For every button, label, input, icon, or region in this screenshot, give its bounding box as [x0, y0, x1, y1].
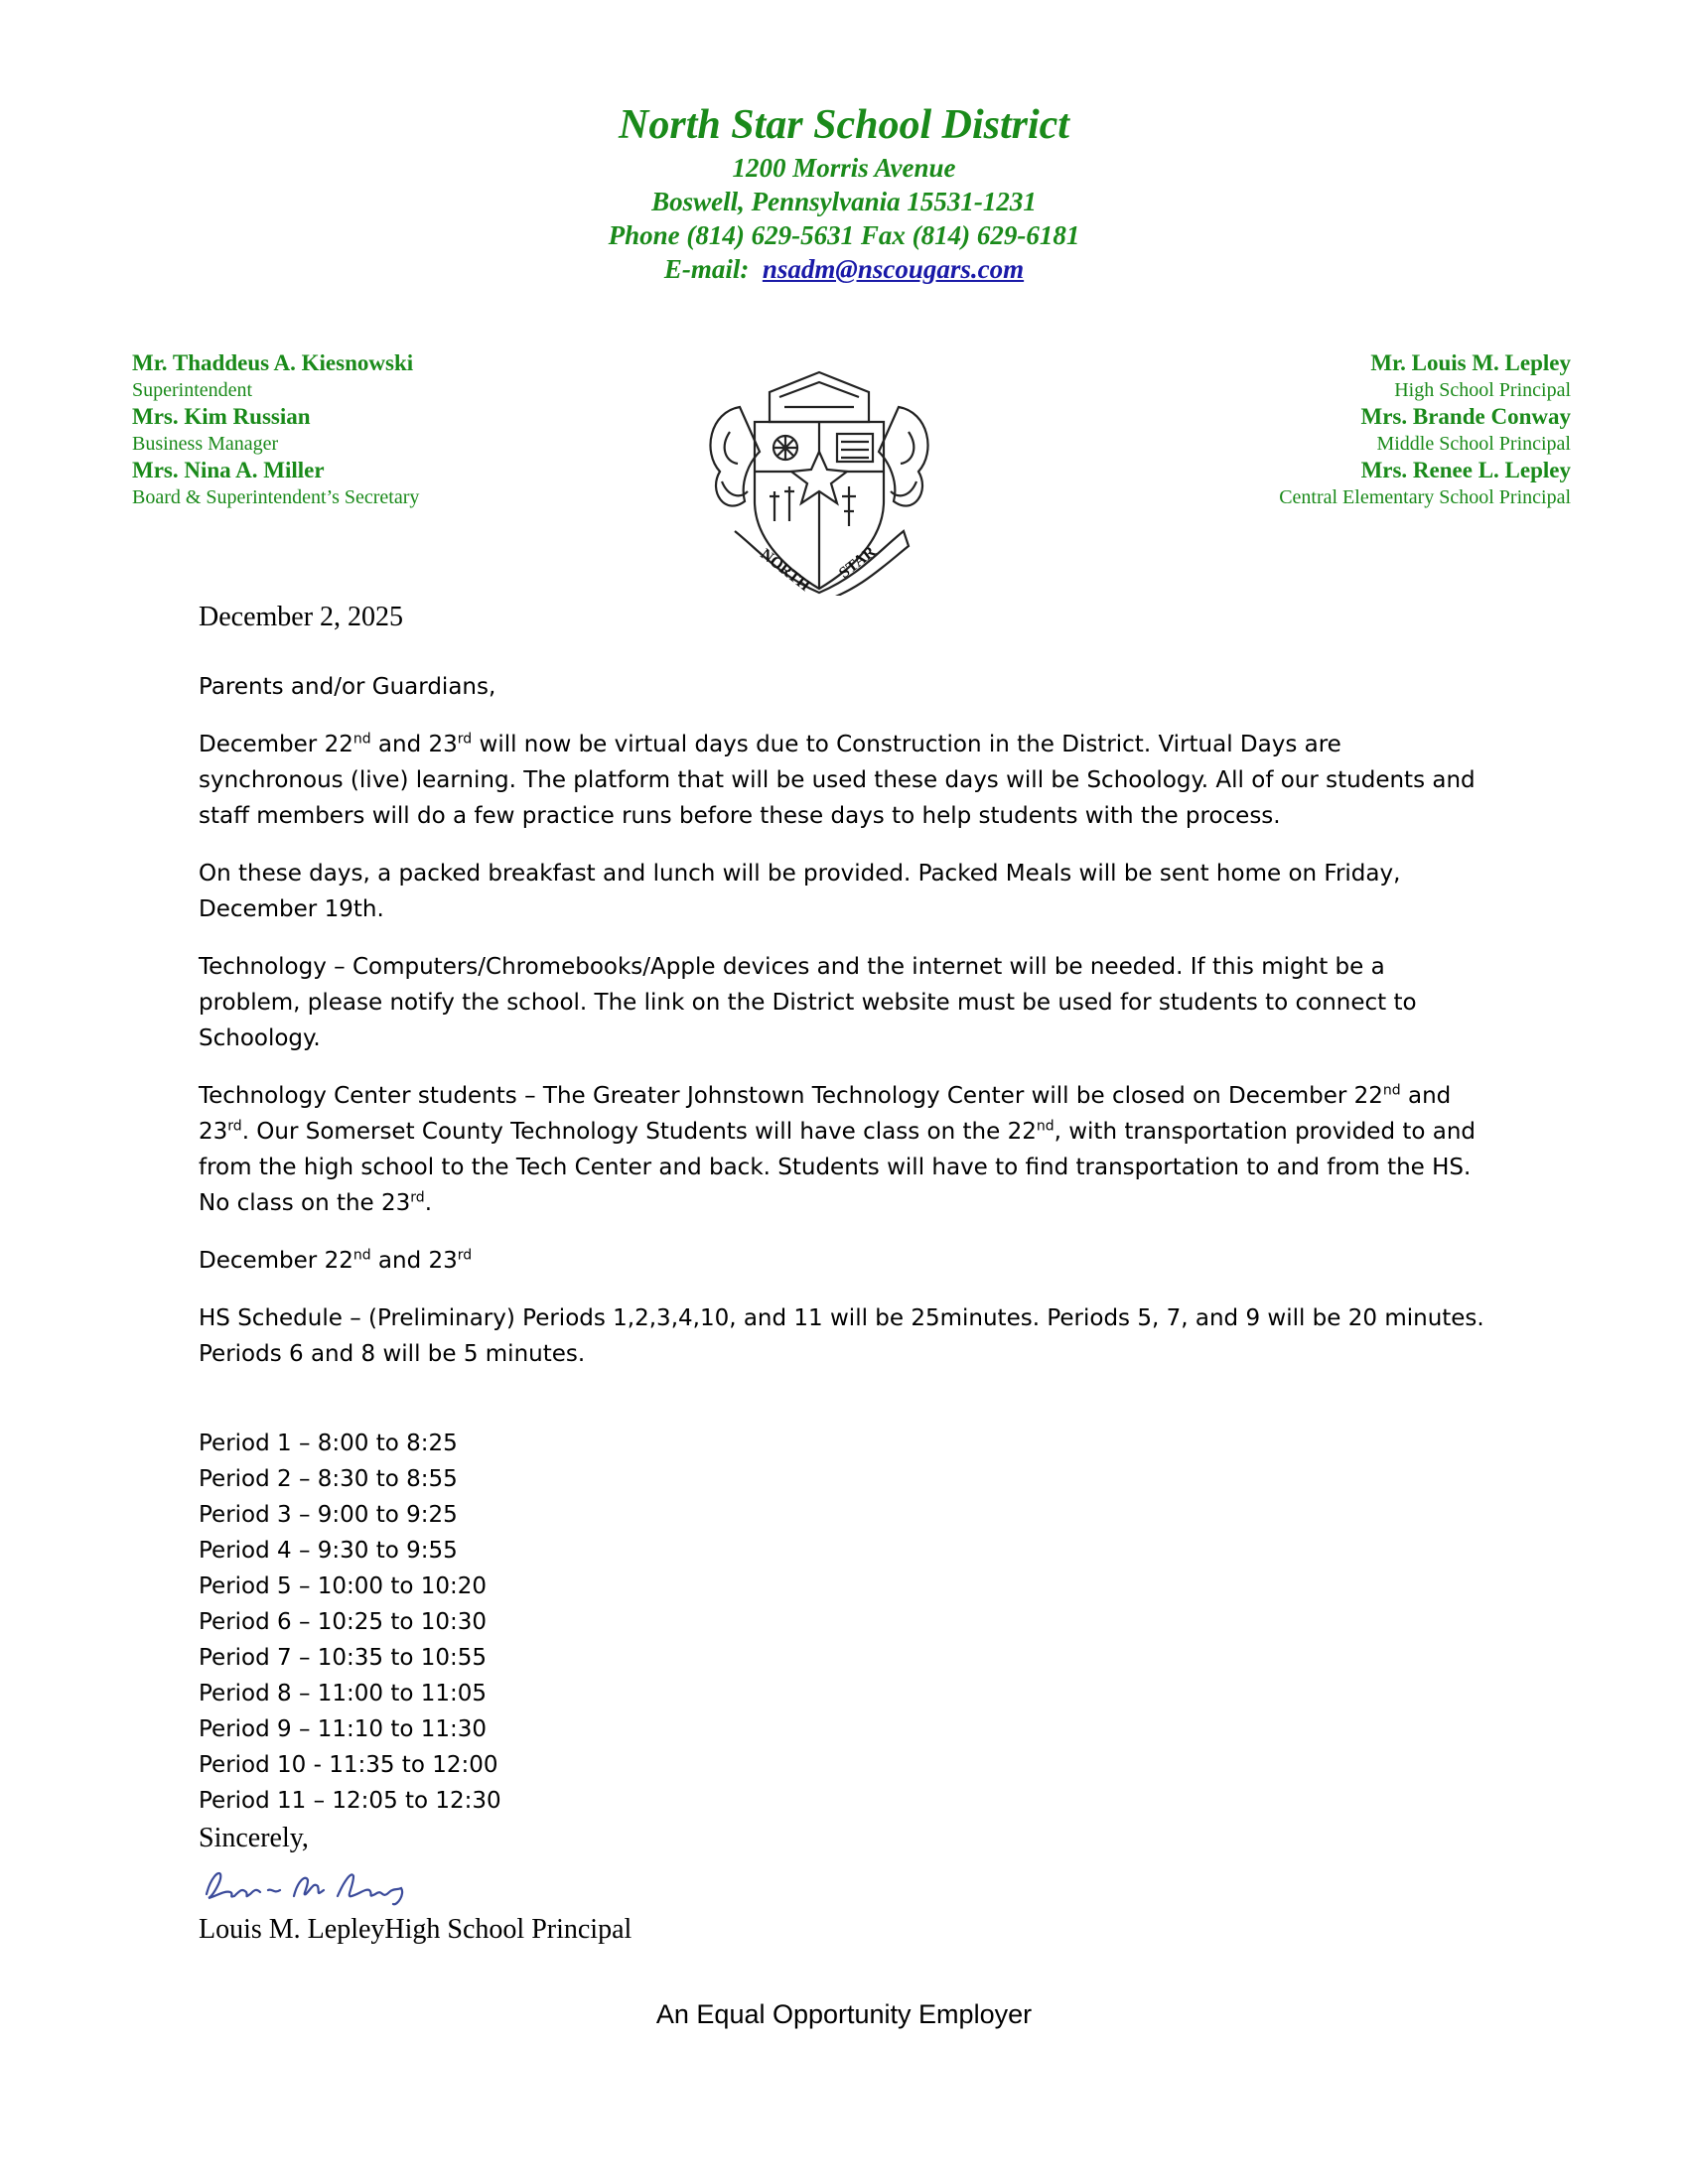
address-line: 1200 Morris Avenue — [732, 153, 956, 183]
period-item: Period 5 – 10:00 to 10:20 — [199, 1573, 488, 1599]
staff-name: Mrs. Nina A. Miller — [132, 458, 325, 482]
email-link[interactable]: nsadm@nscougars.com — [762, 254, 1025, 284]
phone-line: Phone (814) 629-5631 Fax (814) 629-6181 — [608, 220, 1080, 250]
paragraph-meals: On these days, a packed breakfast and lunch will be provided. Packed Meals will be sent home on Friday, December 19th. — [199, 861, 1401, 922]
letterhead — [0, 99, 1688, 286]
period-item: Period 10 - 11:35 to 12:00 — [199, 1752, 498, 1778]
email-label: E-mail: — [663, 254, 750, 284]
crest-text-right: STAR — [835, 543, 880, 583]
staff-name: Mrs. Brande Conway — [1360, 404, 1571, 429]
period-item: Period 1 – 8:00 to 8:25 — [199, 1431, 458, 1456]
salutation: Parents and/or Guardians, — [199, 674, 496, 700]
period-item: Period 7 – 10:35 to 10:55 — [199, 1645, 488, 1671]
paragraph-tech-center: Technology Center students – The Greater Johnstown Technology Center will be closed on December 22nd and 23rd. Our Somerset County Technology Students will have class on the 22nd, with transportation provided to and from the high school to the Tech Center and back. Students will have to find transportation to and from the HS. No class on the 23rd. — [199, 1082, 1477, 1216]
staff-name: Mrs. Kim Russian — [132, 404, 311, 429]
letter-body — [199, 669, 1489, 1819]
staff-title: Central Elementary School Principal — [1279, 486, 1571, 508]
paragraph-technology: Technology – Computers/Chromebooks/Apple devices and the internet will be needed. If this might be a problem, please notify the school. The link on the District website must be used for students to connect to Schoology. — [199, 954, 1417, 1051]
email-line — [0, 252, 1688, 286]
staff-list-left — [132, 349, 419, 510]
staff-title: Business Manager — [132, 433, 279, 455]
crest-text-left: NORTH — [757, 545, 813, 595]
period-item: Period 8 – 11:00 to 11:05 — [199, 1681, 488, 1706]
school-crest-icon — [700, 352, 938, 596]
staff-name: Mrs. Renee L. Lepley — [1360, 458, 1571, 482]
staff-list-right — [1279, 349, 1571, 510]
staff-title: Superintendent — [132, 379, 253, 401]
footer-text: An Equal Opportunity Employer — [655, 1999, 1033, 2029]
letter-date: December 2, 2025 — [199, 602, 404, 632]
paragraph-dates: December 22nd and 23rd — [199, 1247, 473, 1274]
period-item: Period 6 – 10:25 to 10:30 — [199, 1609, 488, 1635]
city-line: Boswell, Pennsylvania 15531-1231 — [651, 187, 1037, 216]
paragraph-virtual-days: December 22nd and 23rd will now be virtual days due to Construction in the District. Virtual Days are synchronous (live) learning. The platform that will be used these days will be Schoology. All of our students and staff members will do a few practice runs before these days to help students with the process. — [199, 731, 1476, 829]
period-item: Period 4 – 9:30 to 9:55 — [199, 1538, 458, 1564]
period-item: Period 11 – 12:05 to 12:30 — [199, 1788, 501, 1814]
period-schedule — [199, 1426, 1489, 1819]
staff-name: Mr. Thaddeus A. Kiesnowski — [132, 350, 414, 375]
period-item: Period 9 – 11:10 to 11:30 — [199, 1716, 488, 1742]
staff-name: Mr. Louis M. Lepley — [1370, 350, 1571, 375]
staff-title: High School Principal — [1394, 379, 1571, 401]
district-name: North Star School District — [619, 102, 1069, 148]
staff-title: Board & Superintendent’s Secretary — [132, 486, 420, 508]
signer-name: Louis M. LepleyHigh School Principal — [199, 1914, 633, 1945]
paragraph-hs-schedule: HS Schedule – (Preliminary) Periods 1,2,3,4,10, and 11 will be 25minutes. Periods 5, 7, and 9 will be 20 minutes. Periods 6 and 8 will be 5 minutes. — [199, 1305, 1484, 1367]
handwritten-signature — [199, 1860, 437, 1910]
period-item: Period 3 – 9:00 to 9:25 — [199, 1502, 458, 1528]
closing: Sincerely, — [199, 1823, 309, 1853]
period-item: Period 2 – 8:30 to 8:55 — [199, 1466, 458, 1492]
staff-title: Middle School Principal — [1376, 433, 1571, 455]
